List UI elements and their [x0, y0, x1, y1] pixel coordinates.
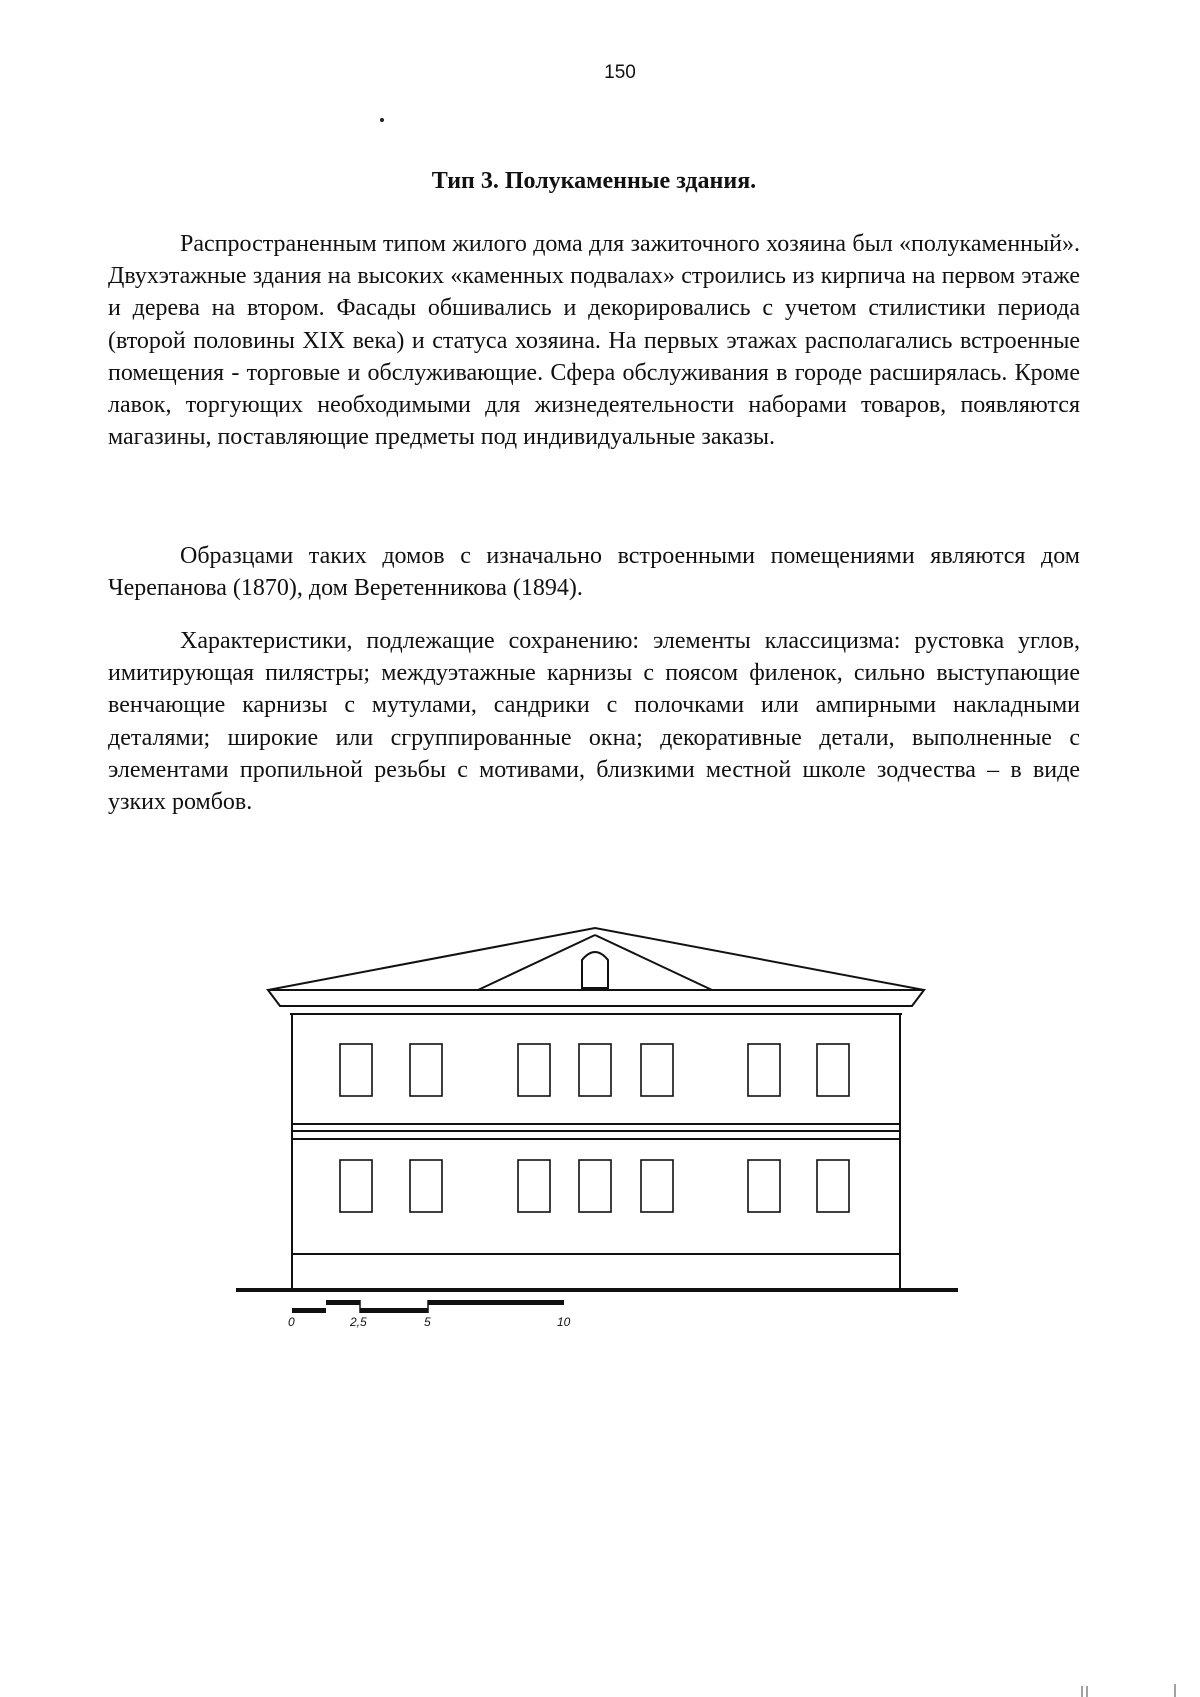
paragraph-intro: Распространенным типом жилого дома для зажиточного хозяина был «полукаменный». Двухэтажные здания на высоких «каменных подвалах» строились из кирпича на первом этаже и дерева на втором. Фасады обшивались и декорировались с учетом стилистики периода (второй половины XIX века) и статуса хозяина. На первых этажах располагались встроенные помещения - торговые и обслуживающие. Сфера обслуживания в городе расширялась. Кроме лавок, торгующих необходимыми для жизнедеятельности наборами товаров, появляются магазины, поставляющие предметы под индивидуальные заказы. — [108, 231, 1080, 451]
paragraph-examples: Образцами таких домов с изначально встроенными помещениями являются дом Черепанова (1870), дом Веретенникова (1894). — [108, 543, 1080, 602]
window — [641, 1044, 673, 1096]
pediment-inner-left — [478, 935, 595, 990]
scale-label-5: 5 — [424, 1315, 431, 1329]
window — [340, 1160, 372, 1212]
lower-windows — [340, 1160, 849, 1212]
page-number: 150 — [604, 62, 636, 83]
scale-bar — [288, 1300, 571, 1329]
section-heading: Тип 3. Полукаменные здания. — [431, 168, 757, 194]
scale-segment — [326, 1300, 360, 1305]
window — [748, 1160, 780, 1212]
window — [518, 1160, 550, 1212]
window — [641, 1160, 673, 1212]
pediment — [268, 928, 924, 990]
window — [579, 1044, 611, 1096]
scale-segment — [360, 1308, 428, 1313]
scale-label-10: 10 — [557, 1315, 571, 1329]
window — [410, 1044, 442, 1096]
paragraph-characteristics: Характеристики, подлежащие сохранению: элементы классицизма: рустовка углов, имитирующая пилястры; междуэтажные карнизы с поясом филенок, сильно выступающие венчающие карнизы с мутулами, сандрики с полочками или ампирными накладными деталями; широкие или сгруппированные окна; декоративные детали, выполненные с элементами пропильной резьбы с мотивами, близкими местной школе зодчества – в виде узких ромбов. — [108, 628, 1080, 816]
attic-window — [582, 952, 608, 988]
window — [518, 1044, 550, 1096]
crown-cornice — [268, 990, 924, 1006]
window — [748, 1044, 780, 1096]
upper-windows — [340, 1044, 849, 1096]
window — [340, 1044, 372, 1096]
facade-wall — [292, 1014, 900, 1290]
scale-label-0: 0 — [288, 1315, 295, 1329]
scale-segment — [428, 1300, 564, 1305]
pediment-inner-right — [595, 935, 712, 990]
scale-segment — [292, 1308, 326, 1313]
scan-edge-marks — [1082, 1684, 1175, 1697]
scale-label-2-5: 2,5 — [350, 1315, 367, 1329]
window — [817, 1044, 849, 1096]
window — [410, 1160, 442, 1212]
window — [579, 1160, 611, 1212]
window — [817, 1160, 849, 1212]
